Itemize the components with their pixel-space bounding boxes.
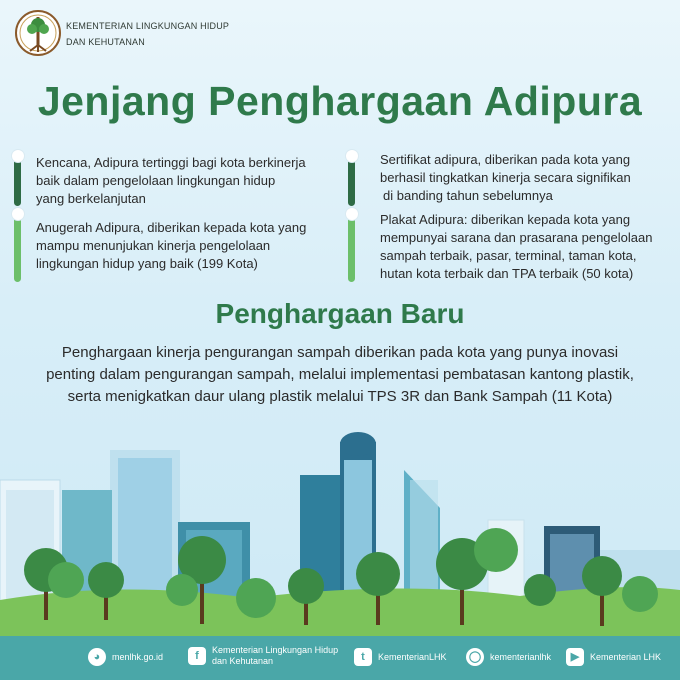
award-plakat bbox=[380, 211, 652, 283]
footer-facebook-label-line1: Kementerian Lingkungan Hidup bbox=[212, 645, 339, 655]
footer-instagram-link[interactable] bbox=[466, 648, 551, 666]
bullet-dot bbox=[346, 150, 358, 162]
city-skyline-illustration bbox=[0, 430, 680, 640]
footer-website-label: menlhk.go.id bbox=[112, 651, 164, 662]
footer-facebook-link[interactable] bbox=[188, 645, 338, 667]
award-text-line: Anugerah Adipura, diberikan kepada kota yang bbox=[36, 220, 307, 235]
bullet-dot bbox=[346, 208, 358, 220]
description-line: serta menigkatkan daur ulang plastik melalui TPS 3R dan Bank Sampah (11 Kota) bbox=[67, 388, 613, 405]
description-line: Penghargaan kinerja pengurangan sampah diberikan pada kota yang punya inovasi bbox=[61, 344, 619, 361]
footer-youtube-link[interactable] bbox=[566, 648, 661, 666]
award-text-line: mampu menunjukan kinerja pengelolaan bbox=[36, 238, 271, 253]
footer-youtube-label: Kementerian LHK bbox=[590, 651, 662, 662]
globe-icon: ◕ bbox=[88, 648, 106, 666]
award-text-line: lingkungan hidup yang baik (199 Kota) bbox=[36, 256, 258, 271]
bullet-dot bbox=[12, 150, 24, 162]
kehutanan-tree-emblem-icon bbox=[14, 9, 62, 57]
award-text-line: di banding tahun sebelumnya bbox=[383, 188, 553, 203]
award-text-line: sampah terbaik, pasar, terminal, taman kota, bbox=[380, 248, 637, 263]
new-award-title: Penghargaan Baru bbox=[215, 298, 465, 329]
award-bar-kencana bbox=[14, 156, 21, 206]
youtube-icon: ▶ bbox=[566, 648, 584, 666]
facebook-icon: f bbox=[188, 647, 206, 665]
ministry-logo bbox=[14, 9, 62, 57]
footer-twitter-label: KementerianLHK bbox=[378, 651, 447, 662]
page-title: Jenjang Penghargaan Adipura bbox=[37, 78, 643, 124]
award-bar-anugerah bbox=[14, 212, 21, 282]
award-text-line: Plakat Adipura: diberikan kepada kota yang bbox=[380, 212, 631, 227]
footer-facebook-label bbox=[212, 645, 338, 667]
award-kencana bbox=[36, 154, 306, 208]
footer-website-link[interactable] bbox=[88, 648, 163, 666]
award-text-line: mempunyai sarana dan prasarana pengelolaan bbox=[380, 230, 653, 245]
award-sertifikat bbox=[380, 151, 631, 205]
footer-twitter-link[interactable] bbox=[354, 648, 447, 666]
award-bar-plakat bbox=[348, 212, 355, 282]
award-bar-sertifikat bbox=[348, 156, 355, 206]
bullet-dot bbox=[12, 208, 24, 220]
award-text-line: Sertifikat adipura, diberikan pada kota yang bbox=[380, 152, 631, 167]
ministry-name-line1: KEMENTERIAN LINGKUNGAN HIDUP bbox=[66, 21, 230, 31]
award-text-line: yang berkelanjutan bbox=[36, 191, 146, 206]
award-text-line: hutan kota terbaik dan TPA terbaik (50 kota) bbox=[380, 266, 634, 281]
description-line: penting dalam pengurangan sampah, melalui implementasi pembatasan kantong plastik, bbox=[46, 366, 634, 383]
award-text-line: Kencana, Adipura tertinggi bagi kota berkinerja bbox=[36, 155, 306, 170]
footer-instagram-label: kementerianlhk bbox=[490, 651, 552, 662]
ministry-name bbox=[66, 18, 229, 50]
instagram-icon: ◯ bbox=[466, 648, 484, 666]
award-text-line: berhasil tingkatkan kinerja secara signifikan bbox=[380, 170, 631, 185]
award-text-line: baik dalam pengelolaan lingkungan hidup bbox=[36, 173, 276, 188]
twitter-icon: t bbox=[354, 648, 372, 666]
ministry-name-line2: DAN KEHUTANAN bbox=[66, 37, 145, 47]
footer-facebook-label-line2: dan Kehutanan bbox=[212, 656, 274, 666]
new-award-description bbox=[0, 342, 680, 408]
award-anugerah bbox=[36, 219, 306, 273]
